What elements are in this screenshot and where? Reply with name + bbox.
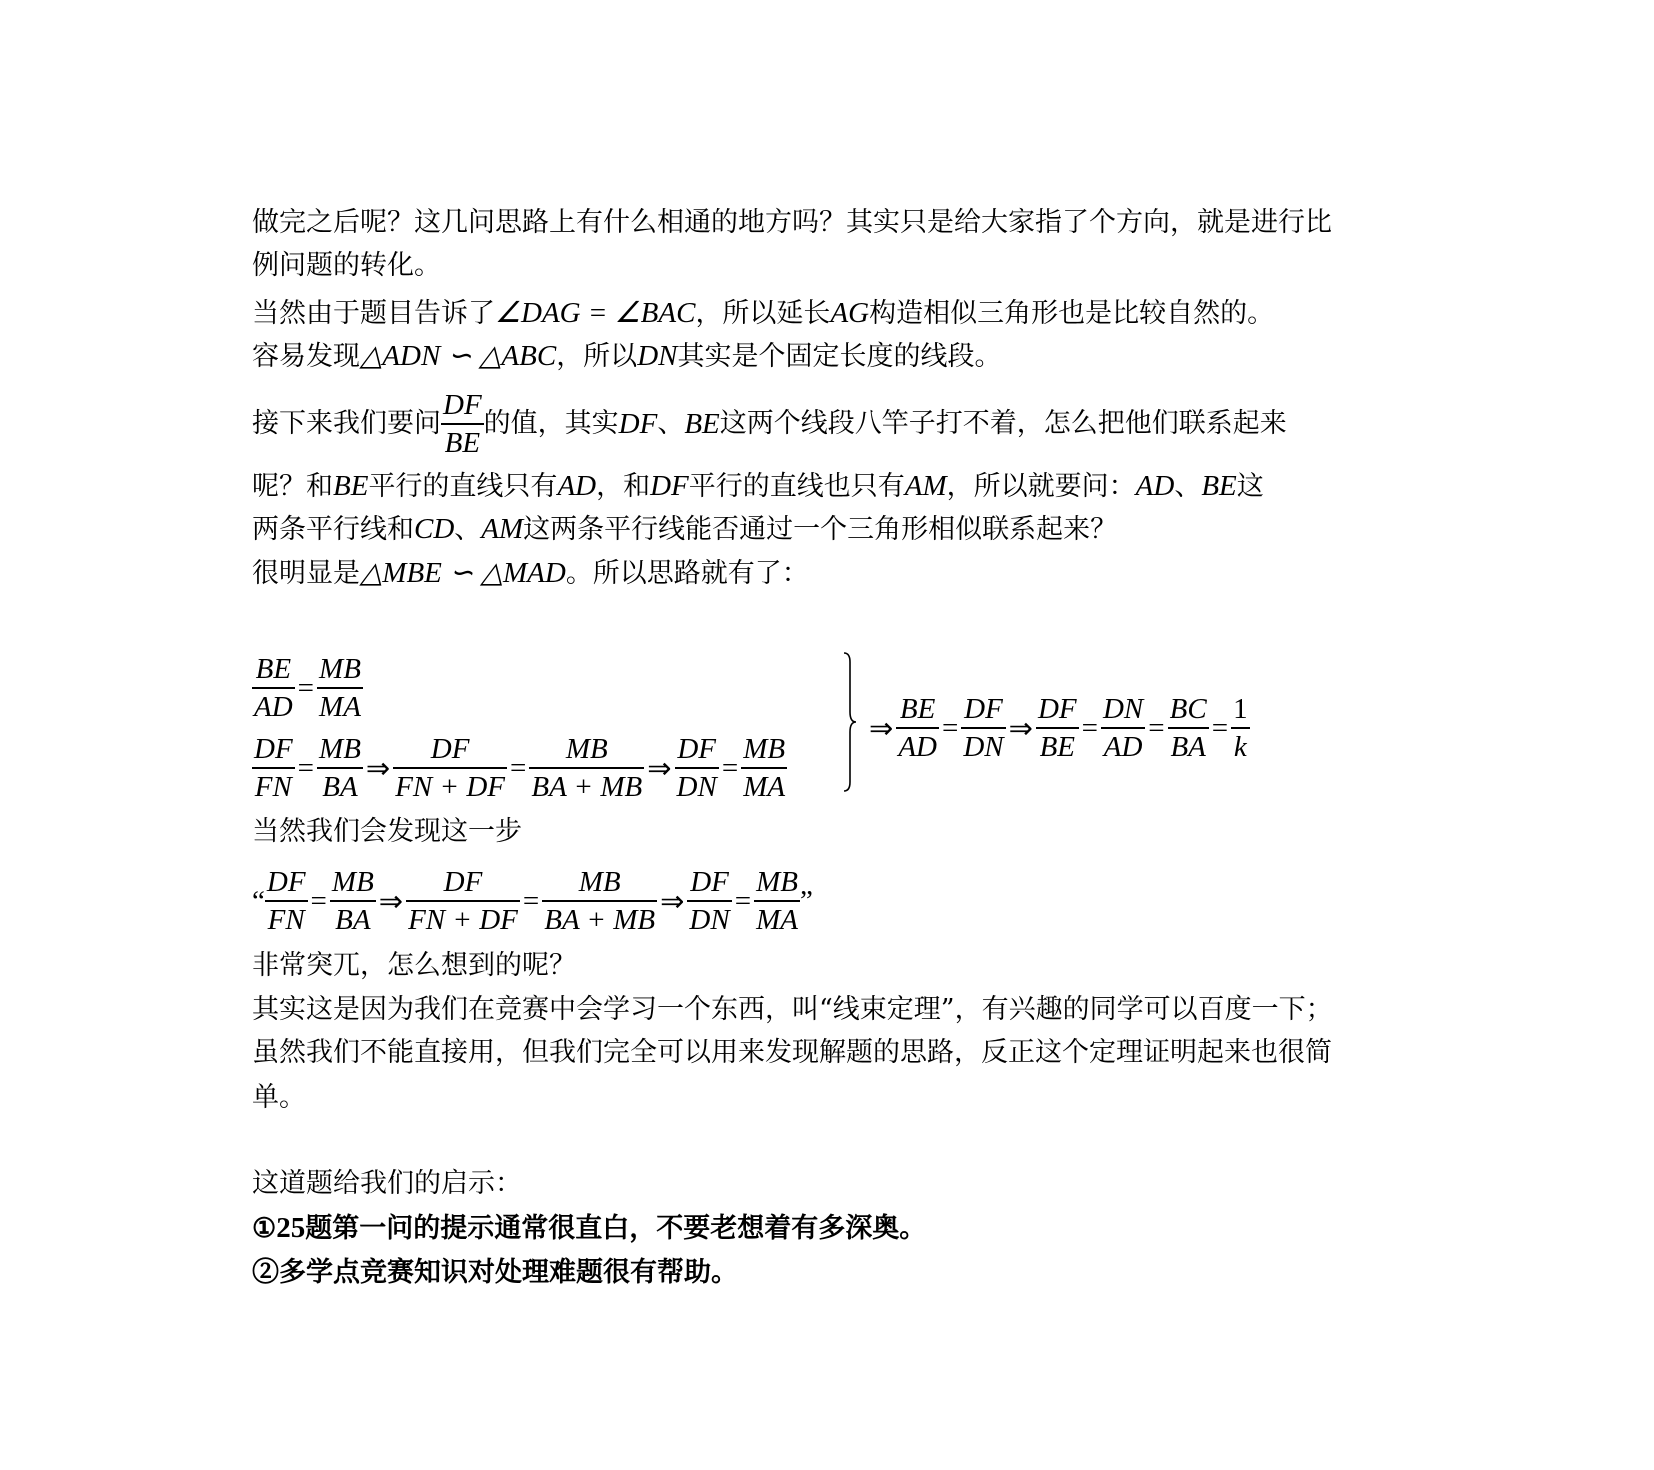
fraction [754,864,800,938]
implies-arrow: ⇒ [378,885,404,918]
denominator: BA + MB [544,904,656,936]
denominator: BA [1170,731,1206,763]
segment-df: DF [618,408,658,440]
fraction-df-be [441,387,484,461]
denominator: AD [254,691,293,723]
similar-triangles-expr: △MBE ∽ △MAD [360,557,566,589]
fraction [252,731,295,805]
segment-be: BE [684,408,720,440]
para6-text-a: 两条平行线和 [252,514,414,545]
denominator: MA [756,904,798,936]
fraction [675,731,719,805]
tip-2 [252,1257,738,1289]
equals-sign: = [721,751,739,784]
equals-sign: = [297,751,315,784]
implies-arrow: ⇒ [647,752,672,785]
segment-ag: AG [830,297,870,329]
angle-equation: ∠DAG = ∠BAC [495,297,696,329]
numerator: DF [406,864,520,902]
segment-dn: DN [637,340,678,372]
question-number: 25 [276,1212,306,1244]
para9: 非常突兀，怎么想到的呢？ [252,950,576,981]
equation-row-3 [866,688,1250,768]
para3-text-c: 其实是个固定长度的线段。 [677,341,1002,372]
para5-text-d: 平行的直线也只有 [688,471,905,502]
numerator: BC [1168,691,1209,729]
segment-ad: AD [1135,470,1175,502]
denominator: MA [743,771,786,803]
fraction [529,731,644,805]
fraction [406,864,520,938]
denominator: BA [322,771,358,803]
fraction [1101,691,1145,765]
para2-text-c: 构造相似三角形也是比较自然的。 [869,298,1275,329]
numerator: DF [393,731,507,769]
similar-triangles-expr: △ADN ∽ △ABC [360,340,557,372]
equals-sign: = [1148,711,1165,744]
numerator: BE [896,691,939,729]
equals-sign: = [310,884,327,917]
circled-number-1: ① [252,1213,277,1244]
para2-text-b: ，所以延长 [695,298,831,329]
para1-line2: 例问题的转化。 [252,250,441,281]
implies-arrow: ⇒ [365,752,391,785]
denominator: FN [254,771,292,803]
para7-text-a: 很明显是 [252,558,360,589]
implies-arrow: ⇒ [869,712,894,745]
fraction-numerator: DF [441,387,484,425]
numerator: DF [252,731,295,769]
para5-text-e: ，所以就要问： [946,471,1136,502]
tip-2-text: 多学点竞赛知识对处理难题很有帮助。 [279,1257,738,1288]
denominator: FN + DF [408,904,518,936]
denominator: FN + DF [395,771,506,803]
fraction [896,691,939,765]
para4-text-a: 接下来我们要问 [252,408,441,439]
fraction [317,731,363,805]
denominator: DN [676,771,717,803]
circled-number-2: ② [252,1257,279,1288]
para4-text-b: 的值，其实 [483,408,619,439]
para10-line1: 其实这是因为我们在竞赛中会学习一个东西，叫“线束定理”，有兴趣的同学可以百度一下； [252,994,1333,1025]
denominator: BE [1039,731,1075,763]
para6-text-c: 这两条平行线能否通过一个三角形相似联系起来？ [523,514,1118,545]
denominator: AD [1103,731,1143,763]
tip-1 [252,1212,926,1245]
denominator: MA [319,691,361,723]
numerator: DF [961,691,1005,729]
fraction [1231,691,1250,765]
para5-text-a: 呢？和 [252,471,333,502]
numerator: MB [741,731,787,769]
numerator: BE [252,651,295,689]
open-quote: “ [252,884,265,917]
denominator: AD [898,731,937,763]
segment-ad: AD [557,470,597,502]
para6-text-b: 、 [454,514,482,545]
para10-line2: 虽然我们不能直接用，但我们完全可以用来发现解题的思路，反正这个定理证明起来也很简 [252,1037,1332,1068]
numerator: DF [687,864,731,902]
para4 [252,384,1287,464]
segment-be: BE [1201,470,1237,502]
fraction [393,731,507,805]
fraction [961,691,1005,765]
numerator: DF [675,731,719,769]
equals-sign: = [522,884,540,917]
para5-text-g: 这 [1236,471,1264,502]
equation-row-1 [252,648,363,728]
para7-text-b: 。所以思路就有了： [565,558,809,589]
fraction-denominator: BE [444,427,481,459]
para4-text-c: 、 [657,408,685,439]
fraction [741,731,787,805]
equals-sign: = [510,751,527,784]
para7 [252,557,809,590]
segment-am: AM [481,513,524,545]
fraction [542,864,657,938]
numerator: MB [529,731,644,769]
implies-arrow: ⇒ [660,885,685,918]
fraction [1036,691,1079,765]
equals-sign: = [297,671,315,704]
denominator: FN [267,904,305,936]
denominator: DN [689,904,730,936]
segment-df: DF [650,470,689,502]
right-brace-icon [843,652,857,792]
fraction [687,864,731,938]
numerator: DF [265,864,308,902]
fraction [317,651,363,725]
denominator: BA [335,904,371,936]
segment-cd: CD [414,513,455,545]
quoted-equation [252,861,813,941]
numerator: 1 [1231,691,1250,729]
para3-text-b: ，所以 [556,341,638,372]
fraction [1168,691,1209,765]
close-quote: ” [799,884,813,917]
para11: 这道题给我们的启示： [252,1168,522,1199]
implies-arrow: ⇒ [1008,712,1033,745]
equation-row-2 [252,728,787,808]
para5-text-f: 、 [1174,471,1202,502]
numerator: MB [754,864,800,902]
equals-sign: = [1211,711,1229,744]
equals-sign: = [1081,711,1098,744]
para3-text-a: 容易发现 [252,341,360,372]
numerator: MB [542,864,657,902]
para1-line1: 做完之后呢？这几问思路上有什么相通的地方吗？其实只是给大家指了个方向，就是进行比 [252,207,1332,238]
numerator: DF [1036,691,1079,729]
para4-text-d: 这两个线段八竿子打不着，怎么把他们联系起来 [719,408,1287,439]
numerator: MB [317,731,363,769]
para5-text-c: ，和 [596,471,651,502]
fraction [265,864,308,938]
para2-text-a: 当然由于题目告诉了 [252,298,495,329]
segment-be: BE [333,470,369,502]
para5-text-b: 平行的直线只有 [368,471,558,502]
para2 [252,297,1274,330]
para3 [252,340,1001,373]
para8: 当然我们会发现这一步 [252,816,522,847]
para10-line3: 单。 [252,1082,306,1113]
segment-am: AM [904,470,947,502]
equals-sign: = [734,884,752,917]
denominator: DN [963,731,1004,763]
fraction [330,864,376,938]
para6 [252,513,1117,546]
numerator: MB [317,651,363,689]
tip-1-text: 题第一问的提示通常很直白，不要老想着有多深奥。 [305,1213,927,1244]
numerator: MB [330,864,376,902]
equals-sign: = [941,711,959,744]
fraction [252,651,295,725]
para5 [252,470,1264,503]
denominator: BA + MB [531,771,643,803]
denominator: k [1233,731,1247,763]
numerator: DN [1101,691,1145,729]
